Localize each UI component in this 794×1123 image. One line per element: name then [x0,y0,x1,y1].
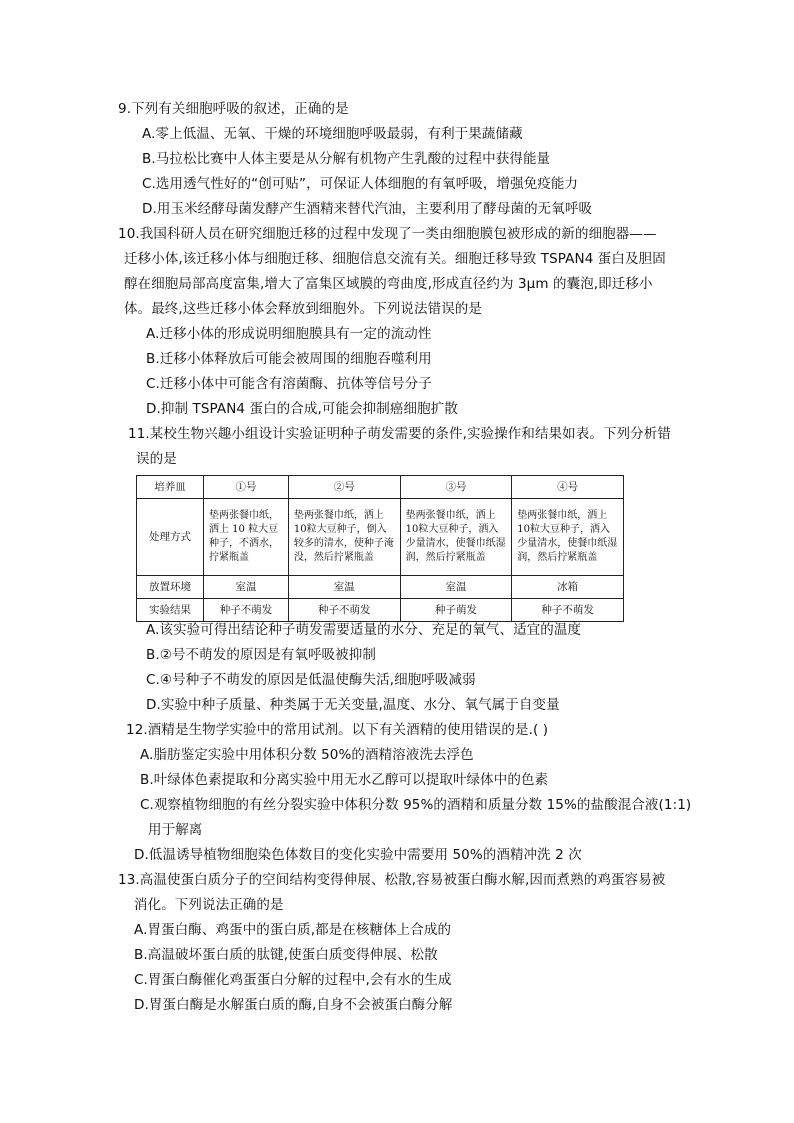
q10-option-b: B.迁移小体释放后可能会被周围的细胞吞噬利用 [146,351,432,367]
dish-4-label: ④号 [512,476,624,499]
table-row [137,499,624,576]
q10-stem-line-1: 10.我国科研人员在研究细胞迁移的过程中发现了一类由细胞膜包被形成的新的细胞器—— [118,226,657,242]
row-header-environment: 放置环境 [137,576,204,599]
q11-stem-line-2: 误的是 [136,451,177,467]
dish-3-result: 种子萌发 [400,599,512,622]
dish-2-result: 种子不萌发 [288,599,400,622]
q10-stem-line-2: 迁移小体,该迁移小体与细胞迁移、细胞信息交流有关。细胞迁移导致 TSPAN4 蛋白及胆固 [124,251,666,267]
experiment-table [136,475,624,622]
q13-option-b: B.高温破坏蛋白质的肽键,使蛋白质变得伸展、松散 [134,947,438,963]
dish-2-label: ②号 [288,476,400,499]
dish-2-treatment: 垫两张餐巾纸，洒上10粒大豆种子，倒入较多的清水，使种子淹没，然后拧紧瓶盖 [288,499,400,576]
dish-1-label: ①号 [204,476,289,499]
q11-option-c: C.④号种子不萌发的原因是低温使酶失活,细胞呼吸减弱 [146,672,476,688]
q10-option-c: C.迁移小体中可能含有溶菌酶、抗体等信号分子 [146,376,432,392]
q10-stem-line-4: 体。最终,这些迁移小体会释放到细胞外。下列说法错误的是 [124,301,482,317]
q9-option-c: C.选用透气性好的“创可贴”，可保证人体细胞的有氧呼吸，增强免疫能力 [142,176,579,192]
q12-stem: 12.酒精是生物学实验中的常用试剂。以下有关酒精的使用错误的是.( ) [126,722,549,738]
q12-option-b: B.叶绿体色素提取和分离实验中用无水乙醇可以提取叶绿体中的色素 [140,772,549,788]
q10-stem-line-3: 醇在细胞局部高度富集,增大了富集区域膜的弯曲度,形成直径约为 3μm 的囊泡,即迁移小 [124,276,653,292]
q12-option-c: C.观察植物细胞的有丝分裂实验中体积分数 95%的酒精和质量分数 15%的盐酸混合液(1:1) [140,797,692,813]
table-row [137,476,624,499]
q12-option-d: D.低温诱导植物细胞染色体数目的变化实验中需要用 50%的酒精冲洗 2 次 [134,847,582,863]
dish-1-result: 种子不萌发 [204,599,289,622]
q13-option-a: A.胃蛋白酶、鸡蛋中的蛋白质,都是在核糖体上合成的 [134,922,452,938]
q11-option-b: B.②号不萌发的原因是有氧呼吸被抑制 [146,647,376,663]
q11-stem-line-1: 11.某校生物兴趣小组设计实验证明种子萌发需要的条件,实验操作和结果如表。下列分析错 [128,426,671,442]
q11-option-d: D.实验中种子质量、种类属于无关变量,温度、水分、氧气属于自变量 [146,697,560,713]
table-row [137,576,624,599]
q13-option-c: C.胃蛋白酶催化鸡蛋蛋白分解的过程中,会有水的生成 [134,972,452,988]
table-row [137,599,624,622]
dish-4-result: 种子不萌发 [512,599,624,622]
q10-option-a: A.迁移小体的形成说明细胞膜具有一定的流动性 [146,326,432,342]
q12-option-a: A.脂肪鉴定实验中用体积分数 50%的酒精溶液洗去浮色 [140,747,474,763]
dish-3-environment: 室温 [400,576,512,599]
dish-3-label: ③号 [400,476,512,499]
q9-stem: 9.下列有关细胞呼吸的叙述，正确的是 [118,101,349,117]
q13-stem-line-2: 消化。下列说法正确的是 [134,897,284,913]
row-header-treatment: 处理方式 [137,499,204,576]
q9-option-b: B.马拉松比赛中人体主要是从分解有机物产生乳酸的过程中获得能量 [142,151,551,167]
q11-option-a: A.该实验可得出结论种子萌发需要适量的水分、充足的氧气、适宜的温度 [146,622,582,638]
q13-stem-line-1: 13.高温使蛋白质分子的空间结构变得伸展、松散,容易被蛋白酶水解,因而煮熟的鸡蛋容易被 [118,872,666,888]
dish-2-environment: 室温 [288,576,400,599]
dish-1-environment: 室温 [204,576,289,599]
dish-4-environment: 冰箱 [512,576,624,599]
q9-option-d: D.用玉米经酵母菌发酵产生酒精来替代汽油，主要利用了酵母菌的无氧呼吸 [142,201,593,217]
row-header-dish: 培养皿 [137,476,204,499]
row-header-result: 实验结果 [137,599,204,622]
q9-option-a: A.零上低温、无氧、干燥的环境细胞呼吸最弱，有利于果蔬储藏 [142,126,523,142]
dish-4-treatment: 垫两张餐巾纸，洒上10粒大豆种子，洒入少量清水，使餐巾纸湿润，然后拧紧瓶盖 [512,499,624,576]
q13-option-d: D.胃蛋白酶是水解蛋白质的酶,自身不会被蛋白酶分解 [134,997,453,1013]
dish-1-treatment: 垫两张餐巾纸，洒上 10 粒大豆种子，不洒水，拧紧瓶盖 [204,499,289,576]
q12-option-c-continued: 用于解离 [148,822,203,838]
dish-3-treatment: 垫两张餐巾纸，洒上10粒大豆种子，洒入少量清水，使餐巾纸湿润，然后拧紧瓶盖 [400,499,512,576]
q10-option-d: D.抑制 TSPAN4 蛋白的合成,可能会抑制癌细胞扩散 [146,401,458,417]
